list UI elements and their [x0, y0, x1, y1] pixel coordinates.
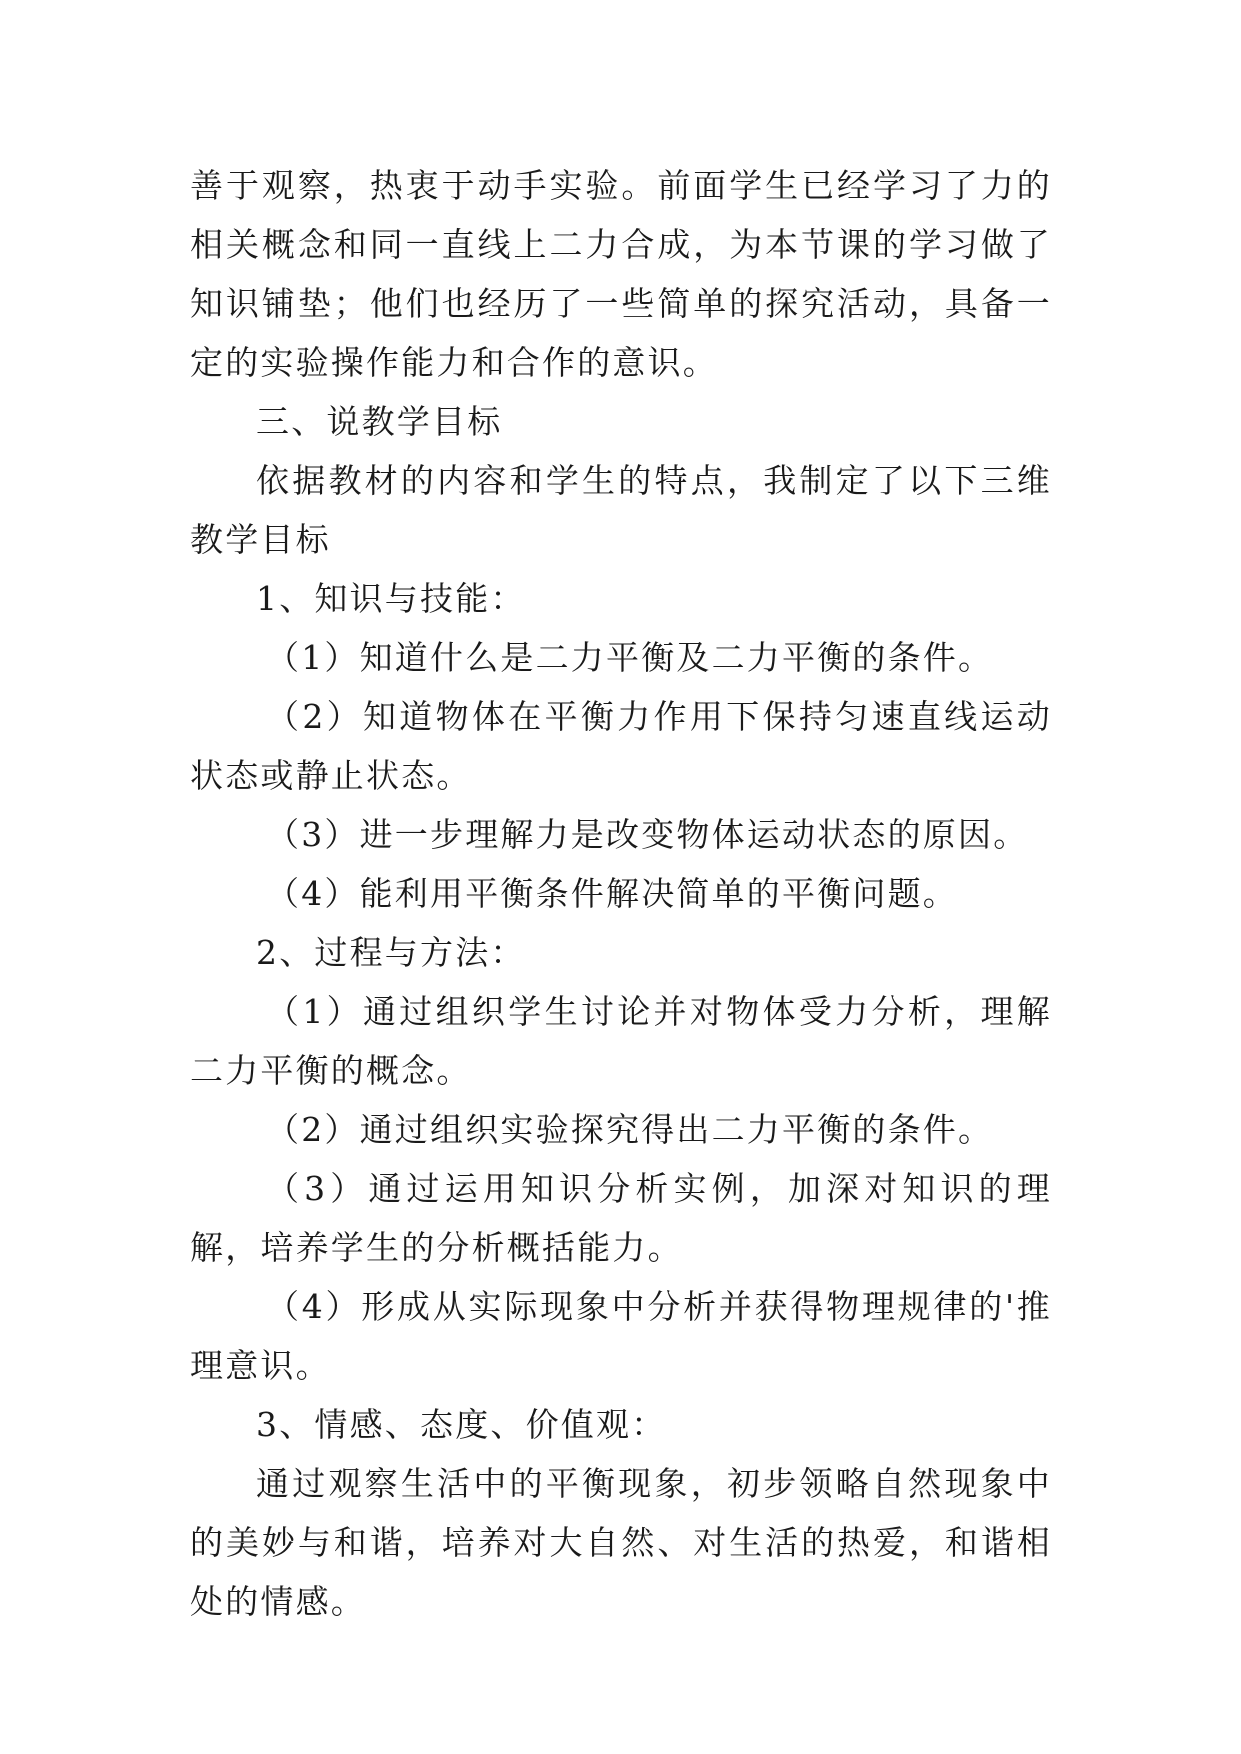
paragraph-emotion-values: 通过观察生活中的平衡现象，初步领略自然现象中的美妙与和谐，培养对大自然、对生活的热爱，和谐相处的情感。 — [190, 1464, 1052, 1621]
heading-emotion-values: 3、情感、态度、价值观： — [256, 1405, 667, 1444]
document-body — [190, 156, 1052, 1631]
list-item-knowledge-2: （2）知道物体在平衡力作用下保持匀速直线运动状态或静止状态。 — [190, 697, 1052, 795]
list-item-process-4: （4）形成从实际现象中分析并获得物理规律的'推理意识。 — [190, 1287, 1052, 1385]
heading-knowledge-skills: 1、知识与技能： — [256, 579, 526, 618]
heading-process-methods: 2、过程与方法： — [256, 933, 526, 972]
heading-teaching-goals: 三、说教学目标 — [256, 402, 503, 441]
list-item-knowledge-4: （4）能利用平衡条件解决简单的平衡问题。 — [266, 874, 958, 913]
paragraph-student-analysis: 善于观察，热衷于动手实验。前面学生已经学习了力的相关概念和同一直线上二力合成，为本节课的学习做了知识铺垫；他们也经历了一些简单的探究活动，具备一定的实验操作能力和合作的意识。 — [190, 166, 1052, 382]
list-item-knowledge-3: （3）进一步理解力是改变物体运动状态的原因。 — [266, 815, 1029, 854]
list-item-knowledge-1: （1）知道什么是二力平衡及二力平衡的条件。 — [266, 638, 994, 677]
list-item-process-1: （1）通过组织学生讨论并对物体受力分析，理解二力平衡的概念。 — [190, 992, 1052, 1090]
list-item-process-2: （2）通过组织实验探究得出二力平衡的条件。 — [266, 1110, 994, 1149]
list-item-process-3: （3）通过运用知识分析实例，加深对知识的理解，培养学生的分析概括能力。 — [190, 1169, 1052, 1267]
paragraph-goals-intro: 依据教材的内容和学生的特点，我制定了以下三维教学目标 — [190, 461, 1052, 559]
